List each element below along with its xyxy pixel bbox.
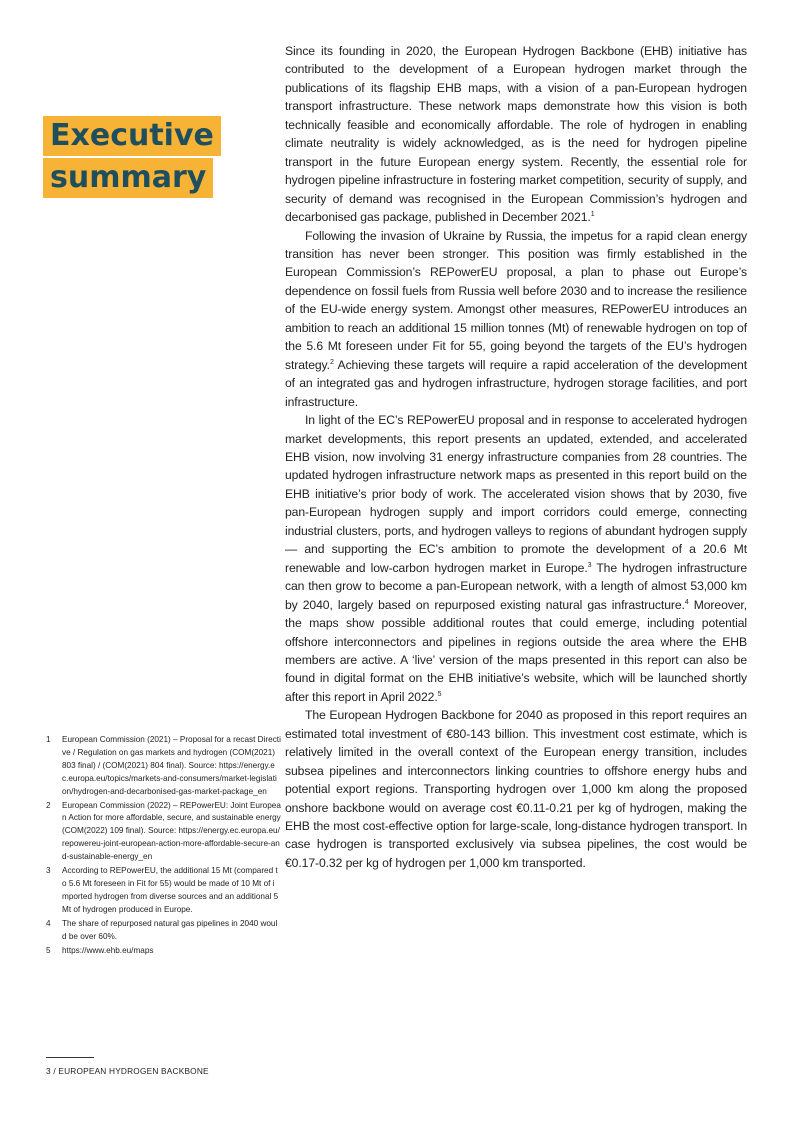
footnote-ref: 3 [587,561,592,569]
paragraph-3 [285,411,747,706]
footnote-ref: 2 [329,358,334,366]
footnote-text: European Commission (2021) – Proposal for a recast Directive / Regulation on gas markets and hydrogen (COM(2021) 803 final) / (COM(2021) 804 final). Source: https://energy.ec.europa.eu/topics/markets-and-consumers/market-legislation/hydrogen-and-decarbonised-gas-market-package_en [62,735,281,796]
footnote-number: 1 [46,735,51,744]
paragraph-text: Since its founding in 2020, the European Hydrogen Backbone (EHB) initiative has contributed to the development of a European hydrogen market through the publications of its flagship EHB maps, with a vision of a pan-European hydrogen transport infrastructure. These network maps demonstrate how this vision is both technically feasible and economically affordable. The role of hydrogen in enabling climate neutrality is widely acknowledged, as is the need for hydrogen pipeline transport in the future European energy system. Recently, the essential role for hydrogen pipeline infrastructure in fostering market competition, security of supply, and security of demand was recognised in the European Commission’s hydrogen and decarbonised gas package, published in December 2021. [285,44,747,225]
paragraph-text: Achieving these targets will require a rapid acceleration of the development of an integrated gas and hydrogen infrastructure, hydrogen storage facilities, and port infrastructure. [285,357,747,409]
page-title-line-2: summary [43,158,213,198]
paragraph-1 [285,42,747,227]
paragraph-text: Following the invasion of Ukraine by Russia, the impetus for a rapid clean energy transition has never been stronger. This position was firmly established in the European Commission’s REPowerEU proposal, a plan to phase out Europe’s dependence on fossil fuels from Russia well before 2030 and to increase the resilience of the EU-wide energy system. Amongst other measures, REPowerEU introduces an ambition to reach an additional 15 million tonnes (Mt) of renewable hydrogen on top of the 5.6 Mt foreseen under Fit for 55, going beyond the targets of the EU’s hydrogen strategy. [285,228,747,372]
footnote-item [46,865,281,917]
footer-divider [46,1057,94,1058]
footnote-number: 3 [46,866,51,876]
footnote-item [46,918,281,944]
footnote-item [46,734,281,799]
paragraph-text: In light of the EC’s REPowerEU proposal and in response to accelerated hydrogen market developments, this report presents an updated, extended, and accelerated EHB vision, now involving 31 energy infrastructure companies from 28 countries. The updated hydrogen infrastructure network maps as presented in this report build on the EHB initiative’s prior body of work. The accelerated vision shows that by 2030, five pan-European hydrogen supply and import corridors could emerge, connecting industrial clusters, ports, and hydrogen valleys to regions of abundant hydrogen supply — and supporting the EC’s ambition to promote the development of a 20.6 Mt renewable and low-carbon hydrogen market in Europe. [285,413,747,575]
footnote-text: The share of repurposed natural gas pipelines in 2040 would be over 60%. [62,918,278,941]
footnote-item [46,800,281,865]
footnote-text: https://www.ehb.eu/maps [62,945,154,955]
footnote-text: European Commission (2022) – REPowerEU: Joint European Action for more affordable, secure, and sustainable energy (COM(2022) 109 final). Source: https://energy.ec.europa.eu/repowereu-joint-european-action-more-affordable-secure-and-sustainable-energy_en [62,800,281,862]
paragraph-2 [285,227,747,412]
footnote-number: 5 [46,945,51,955]
page-title-line-1: Executive [43,116,221,156]
footnotes [46,734,281,958]
paragraph-text: The hydrogen infrastructure can then grow to become a pan-European network, with a length of almost 53,000 km by 2040, largely based on repurposed existing natural gas infrastructure. [285,560,747,612]
paragraph-text: Moreover, the maps show possible additional routes that could emerge, including potential offshore interconnectors and pipelines in regions outside the area where the EHB members are active. A ‘live’ version of the maps presented in this report can also be found in digital format on the EHB initiative’s website, which will be launched shortly after this report in April 2022. [285,597,747,704]
body-text [285,42,747,872]
paragraph-4 [285,706,747,872]
footnote-ref: 5 [437,690,442,698]
footnote-text: According to REPowerEU, the additional 15 Mt (compared to 5.6 Mt foreseen in Fit for 55) would be made of 10 Mt of imported hydrogen from diverse sources and an additional 5 Mt of hydrogen produced in Europe. [62,866,279,914]
paragraph-text: The European Hydrogen Backbone for 2040 as proposed in this report requires an estimated total investment of €80-143 billion. This investment cost estimate, which is relatively limited in the overall context of the European energy transition, includes subsea pipelines and interconnectors linking countries to offshore energy hubs and potential export regions. Transporting hydrogen over 1,000 km along the proposed onshore backbone would on average cost €0.11-0.21 per kg of hydrogen, making the EHB the most cost-effective option for large-scale, long-distance hydrogen transport. In case hydrogen is transported exclusively via subsea pipelines, the cost would be €0.17-0.32 per kg of hydrogen per 1,000 km transported. [285,708,747,870]
footnote-ref: 4 [684,598,689,606]
footnote-number: 4 [46,918,51,928]
footnote-item [46,945,281,958]
footnote-ref: 1 [590,211,595,219]
footnote-number: 2 [46,800,51,810]
page-footer: 3 / EUROPEAN HYDROGEN BACKBONE [46,1066,209,1076]
